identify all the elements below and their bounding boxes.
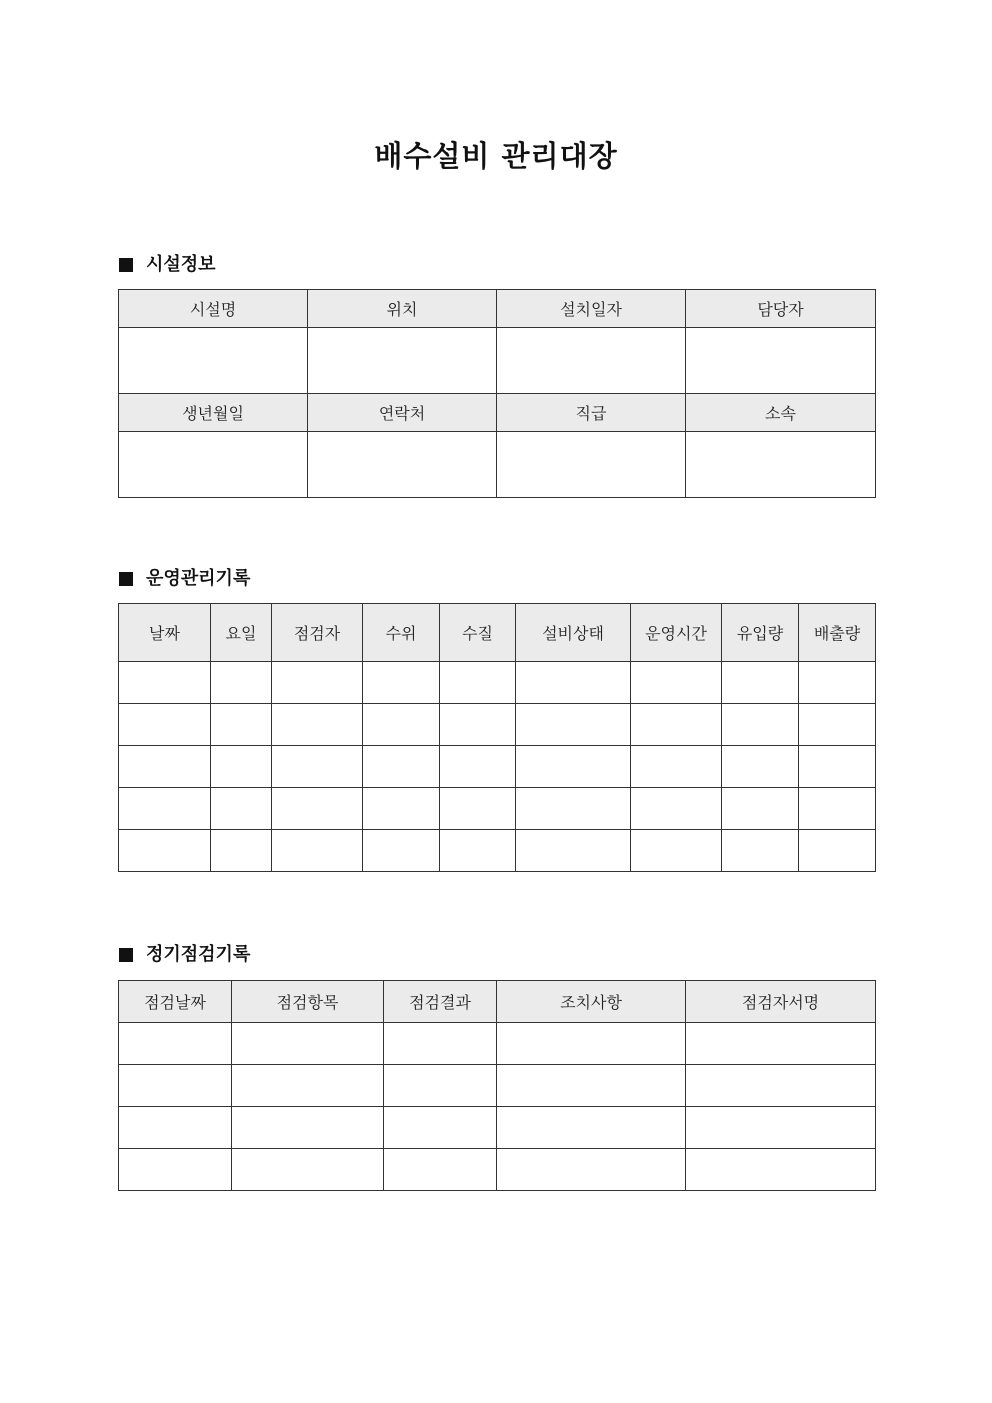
table-row (119, 328, 876, 394)
input-cell-location[interactable] (308, 328, 497, 394)
input-cell-birthdate[interactable] (119, 432, 308, 498)
table-row (119, 1023, 876, 1065)
table-cell[interactable] (363, 704, 440, 746)
header-cell-inspector: 점검자 (272, 604, 363, 662)
table-cell[interactable] (363, 662, 440, 704)
section-heading-facility-info (119, 253, 216, 277)
table-cell[interactable] (211, 830, 272, 872)
table-header-row (119, 290, 876, 328)
table-cell[interactable] (363, 830, 440, 872)
header-cell-inflow: 유입량 (722, 604, 799, 662)
table-row (119, 830, 876, 872)
facility-info-table (118, 289, 876, 498)
square-bullet-icon (119, 948, 133, 962)
table-cell[interactable] (384, 1065, 497, 1107)
table-cell[interactable] (516, 830, 631, 872)
table-cell[interactable] (232, 1149, 384, 1191)
header-cell-operating-hours: 운영시간 (631, 604, 722, 662)
input-cell-department[interactable] (686, 432, 876, 498)
table-row (119, 662, 876, 704)
table-cell[interactable] (722, 788, 799, 830)
table-cell[interactable] (440, 662, 516, 704)
table-cell[interactable] (516, 788, 631, 830)
table-cell[interactable] (799, 788, 876, 830)
table-cell[interactable] (384, 1023, 497, 1065)
table-cell[interactable] (119, 788, 211, 830)
header-cell-contact: 연락처 (308, 394, 497, 432)
table-cell[interactable] (631, 788, 722, 830)
table-cell[interactable] (119, 1107, 232, 1149)
table-cell[interactable] (440, 746, 516, 788)
table-cell[interactable] (119, 1023, 232, 1065)
section-title: 운영관리기록 (146, 568, 251, 589)
table-cell[interactable] (722, 704, 799, 746)
header-cell-position: 직급 (497, 394, 686, 432)
header-cell-manager: 담당자 (686, 290, 876, 328)
header-cell-inspection-item: 점검항목 (232, 981, 384, 1023)
table-row (119, 1107, 876, 1149)
header-cell-equipment-status: 설비상태 (516, 604, 631, 662)
table-header-row (119, 604, 876, 662)
header-cell-inspection-date: 점검날짜 (119, 981, 232, 1023)
table-cell[interactable] (119, 830, 211, 872)
header-cell-date: 날짜 (119, 604, 211, 662)
table-row (119, 1149, 876, 1191)
table-cell[interactable] (799, 830, 876, 872)
table-cell[interactable] (119, 1149, 232, 1191)
table-cell[interactable] (211, 788, 272, 830)
section-heading-inspection-log (119, 943, 250, 967)
table-header-row (119, 394, 876, 432)
table-cell[interactable] (440, 830, 516, 872)
input-cell-position[interactable] (497, 432, 686, 498)
section-title: 정기점검기록 (146, 944, 251, 965)
table-cell[interactable] (799, 704, 876, 746)
table-cell[interactable] (363, 788, 440, 830)
table-cell[interactable] (119, 746, 211, 788)
square-bullet-icon (119, 572, 133, 586)
section-title: 시설정보 (146, 254, 216, 275)
table-cell[interactable] (686, 1149, 876, 1191)
square-bullet-icon (119, 258, 133, 272)
header-cell-facility-name: 시설명 (119, 290, 308, 328)
header-cell-action-taken: 조치사항 (497, 981, 686, 1023)
table-cell[interactable] (384, 1149, 497, 1191)
table-cell[interactable] (272, 746, 363, 788)
table-cell[interactable] (232, 1023, 384, 1065)
table-cell[interactable] (232, 1107, 384, 1149)
table-cell[interactable] (722, 662, 799, 704)
table-cell[interactable] (631, 746, 722, 788)
table-cell[interactable] (799, 746, 876, 788)
table-cell[interactable] (440, 788, 516, 830)
table-row (119, 704, 876, 746)
table-cell[interactable] (440, 704, 516, 746)
table-cell[interactable] (516, 662, 631, 704)
header-cell-department: 소속 (686, 394, 876, 432)
table-header-row (119, 981, 876, 1023)
table-cell[interactable] (497, 1149, 686, 1191)
operation-log-table (118, 603, 876, 872)
section-heading-operation-log (119, 567, 250, 591)
header-cell-location: 위치 (308, 290, 497, 328)
table-cell[interactable] (497, 1107, 686, 1149)
table-cell[interactable] (363, 746, 440, 788)
table-cell[interactable] (211, 662, 272, 704)
table-cell[interactable] (722, 746, 799, 788)
header-cell-weekday: 요일 (211, 604, 272, 662)
table-cell[interactable] (722, 830, 799, 872)
table-row (119, 1065, 876, 1107)
table-row (119, 788, 876, 830)
table-cell[interactable] (686, 1023, 876, 1065)
table-cell[interactable] (211, 746, 272, 788)
input-cell-facility-name[interactable] (119, 328, 308, 394)
header-cell-water-level: 수위 (363, 604, 440, 662)
table-cell[interactable] (232, 1065, 384, 1107)
header-cell-discharge: 배출량 (799, 604, 876, 662)
header-cell-birthdate: 생년월일 (119, 394, 308, 432)
header-cell-inspection-result: 점검결과 (384, 981, 497, 1023)
table-cell[interactable] (631, 704, 722, 746)
table-cell[interactable] (799, 662, 876, 704)
table-cell[interactable] (497, 1065, 686, 1107)
table-cell[interactable] (272, 662, 363, 704)
table-row (119, 432, 876, 498)
table-cell[interactable] (272, 704, 363, 746)
inspection-log-table (118, 980, 876, 1191)
table-cell[interactable] (119, 704, 211, 746)
input-cell-install-date[interactable] (497, 328, 686, 394)
table-cell[interactable] (272, 830, 363, 872)
table-cell[interactable] (631, 830, 722, 872)
table-row (119, 746, 876, 788)
header-cell-install-date: 설치일자 (497, 290, 686, 328)
header-cell-inspector-signature: 점검자서명 (686, 981, 876, 1023)
input-cell-contact[interactable] (308, 432, 497, 498)
input-cell-manager[interactable] (686, 328, 876, 394)
table-cell[interactable] (211, 704, 272, 746)
table-cell[interactable] (119, 1065, 232, 1107)
document-title: 배수설비 관리대장 (374, 139, 618, 173)
table-cell[interactable] (631, 662, 722, 704)
table-cell[interactable] (384, 1107, 497, 1149)
table-cell[interactable] (686, 1107, 876, 1149)
table-cell[interactable] (119, 662, 211, 704)
table-cell[interactable] (516, 746, 631, 788)
table-cell[interactable] (272, 788, 363, 830)
header-cell-water-quality: 수질 (440, 604, 516, 662)
table-cell[interactable] (516, 704, 631, 746)
table-cell[interactable] (686, 1065, 876, 1107)
table-cell[interactable] (497, 1023, 686, 1065)
